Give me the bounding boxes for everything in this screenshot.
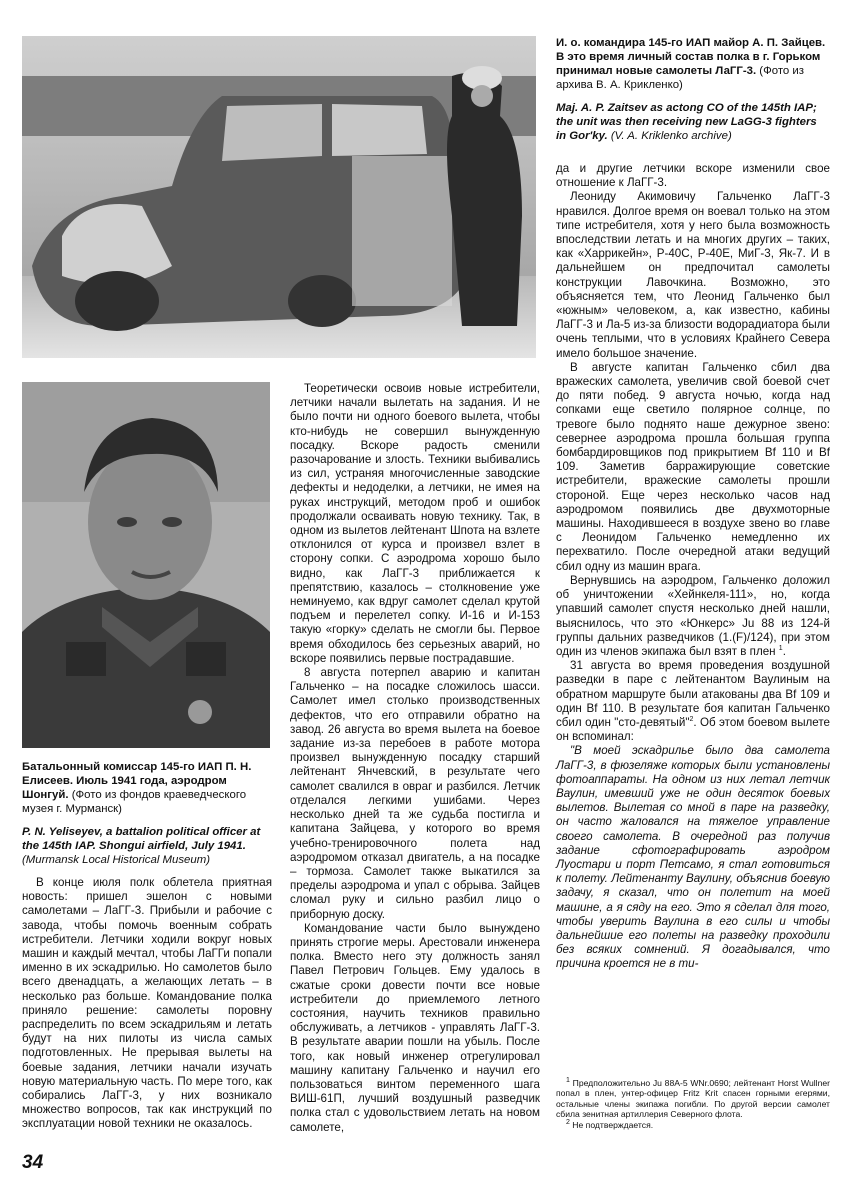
footnote-text: Не подтверждается.	[572, 1119, 654, 1130]
col3-quote: "В моей эскадрилье было два самолета ЛаГГ-3, в фюзеляже которых были установлены фотоаппараты. На одном из них летал летчик Ваулин, имевший уже не один десяток боевых вылетов. Вылетая со мной в паре на разведку, он часто жаловался на тяжелое управление своего самолета. В очередной раз получив задание сфотографировать аэродром Луостари и порт Петсамо, я стал готовиться к полету. Лейтенанту Ваулину, объяснив боевую задачу, я сказал, что он полетит на моей машине, а я сяду на его. Это я сделал для того, чтобы уверить Ваулина в его силы и чтобы дальнейшие его полеты на разведку проходили без всяких сомнений. Я догадывался, что причина кроется не в ти-	[556, 744, 830, 971]
col3-paragraph	[556, 659, 830, 744]
col3-paragraph: В августе капитан Гальченко сбил два вражеских самолета, увеличив свой боевой счет до пяти побед. 9 августа ночью, когда над сопками еще светило полярное солнце, по тревоге было поднято наше дежурное звено: севернее аэродрома прошла большая группа бомбардировщиков под прикрытием Bf 110 и Bf 109. Заметив барражирующие советские истребители, вражеские самолеты прошли стороной. Еще через несколько часов над аэродромом появились две двухмоторные машины. Находившееся в воздухе звено во главе с Леонидом Гальченко немедленно их перехватило. После очередной атаки ведущий сбил одну из машин врага.	[556, 360, 830, 573]
caption-left-ru-plain: (Фото из фондов краеведческого музея г. Мурманск)	[22, 789, 247, 815]
column-1-text	[22, 876, 272, 1132]
caption-top	[556, 36, 830, 143]
caption-top-ru-plain: (Фото из архива В. А. Крикленко)	[556, 65, 805, 91]
col2-paragraph: Теоретически освоив новые истребители, летчики начали вылетать на задания. И не было почти ни одного боевого вылета, чтобы кто-нибудь не совершил вынужденную посадку. Вскоре радость сменили разочарование и злость. Техники выбивались из сил, устраняя многочисленные заводские дефекты и недоделки, а летчики, не имея на руках инструкций, методом проб и ошибок продолжали осваивать новую технику. Так, в одном из вылетов лейтенант Шпота на взлете отклонился от курса и произвел взлет в сторону сопки. С аэродрома хорошо было видно, как ЛаГГ-3 приближается к препятствию, казалось – столкновение уже неминуемо, как вдруг самолет сделал крутой подъем и перелетел сопку. И-16 и И-153 такую «горку» сделать не смогли бы. Первое время обходилось без серьезных аварий, но вскоре появились первые пострадавшие.	[290, 382, 540, 665]
footnote-text: Предположительно Ju 88A-5 WNr.0690; лейтенант Horst Wullner попал в плен, унтер-офицер Fritz Krit спасен горными егерями, остальные члены экипажа погибли. По другой версии самолет сбила зенитная артиллерия Северного флота.	[556, 1078, 831, 1120]
footnote-2	[556, 1120, 830, 1130]
col3-paragraph-text: Вернувшись на аэродром, Гальченко доложил об уничтожении «Хейнкеля-111», но, когда упавший самолет спустя несколько дней нашли, выяснилось, что это «Юнкерс» Ju 88 из 124-й группы дальних разведчиков (1.(F)/124), при этом один из членов экипажа был взят в плен	[556, 573, 830, 658]
photo-car-image	[22, 36, 536, 358]
caption-top-en-bold: Maj. A. P. Zaitsev as actong CO of the 145th IAP; the unit was then receiving new LaGG-3 fighters in Gor'ky.	[556, 102, 817, 142]
col3-paragraph-text: . Об этом боевом вылете он вспоминал:	[556, 715, 830, 744]
col3-paragraph: Леониду Акимовичу Гальченко ЛаГГ-3 нравился. Долгое время он воевал только на этом типе истребителя, хотя у него была возможность впоследствии летать и на многих других – таких, как «Харрикейн», Р-40С, Р-40Е, МиГ-3, Як-7. И в дальнейшем он предпочитал самолеты конструкции Лавочкина. Возможно, это объясняется тем, что Леонид Гальченко был «южным» человеком, а, как известно, кабины ЛаГГ-3 и Ла-5 из-за близости водорадиатора были очень теплыми, что в условиях Крайнего Севера имело большое значение.	[556, 190, 830, 360]
photo-officer-with-car	[22, 36, 536, 358]
footnotes	[556, 1078, 830, 1130]
footnote-1	[556, 1078, 830, 1120]
column-3-text	[556, 162, 830, 972]
caption-left-en-plain: (Murmansk Local Historical Museum)	[22, 854, 210, 866]
col1-paragraph: В конце июля полк облетела приятная новость: пришел эшелон с новыми самолетами – ЛаГГ-3. Прибыли и рабочие с завода, чтобы помочь военным собрать истребители. Летчики ходили вокруг новых машин и каждый мечтал, чтобы ЛаГГи попали именно в их эскадрилью. Но самолетов было всего двенадцать, а желающих летать – в несколько раз больше. Командование полка приняло решение: самолеты поровну распределить по всем эскадрильям и летать будут на них пилоты из числа самых подготовленных. Не прерывая вылеты на боевые задания, летчики начали изучать новую материальную часть. По мере того, как собирались ЛаГГ-3, у них возникало множество вопросов, так как инструкций по эксплуатации новой техники не оказалось.	[22, 876, 272, 1131]
photo-portrait-image	[22, 382, 270, 748]
caption-left-en-bold: P. N. Yeliseyev, a battalion political officer at the 145th IAP. Shongui airfield, July 1941.	[22, 826, 261, 852]
col3-paragraph: Вернувшись на аэродром, Гальченко доложил об уничтожении «Хейнкеля-111», но, когда упавший самолет спустя несколько дней нашли, выяснилось, что это «Юнкерс» Ju 88 из 124-й группы дальних разведчиков (1.(F)/124), при этом один из членов экипажа был взят в плен $^1$.	[556, 573, 830, 658]
col3-paragraph-text: 31 августа во время проведения воздушной разведки в паре с лейтенантом Ваулиным на обратном маршруте были атакованы два Bf 109 и один Bf 110. В результате боя капитан Гальченко сбил один "сто-девятый"	[556, 659, 830, 729]
caption-top-en-plain: (V. A. Kriklenko archive)	[610, 130, 732, 142]
col3-paragraph: да и другие летчики вскоре изменили свое отношение к ЛаГГ-3.	[556, 162, 830, 190]
column-2-text	[290, 382, 540, 1135]
footnote-mark: 2	[566, 1118, 570, 1126]
page-number: 34	[22, 1152, 44, 1173]
col2-paragraph: 8 августа потерпел аварию и капитан Гальченко – на посадке сложилось шасси. Самолет имел столько производственных дефектов, что его отправили обратно на завод. 26 августа во время вылета на боевое задание из-за перебоев в работе мотора произвел вынужденную посадку старший лейтенант Янчевский, в результате чего самолет свалился в овраг и разбился. Летчик отделался легкими ушибами. Через несколько дней та же судьба постигла и капитана Зайцева, у которого во время учебно-тренировочного полета над аэродромом отказал двигатель, а на посадке – тормоза. Самолет также выкатился за пределы аэродрома и упал с обрыва. Зайцев сломал руку и сильно разбил лицо о приборную доску.	[290, 666, 540, 921]
caption-top-ru-bold: И. о. командира 145-го ИАП майор А. П. Зайцев. В это время личный состав полка в г. Горьком принимал новые самолеты ЛаГГ-3.	[556, 37, 826, 77]
footnote-mark: 2	[689, 716, 694, 724]
footnote-mark: 1	[566, 1077, 570, 1085]
caption-left-ru-bold: Батальонный комиссар 145-го ИАП П. Н. Елисеев. Июль 1941 года, аэродром Шонгуй.	[22, 761, 252, 801]
col2-paragraph: Командование части было вынуждено принять строгие меры. Арестовали инженера полка. Вместо него эту должность занял Павел Петрович Гольцев. Ему удалось в сжатые сроки довести почти все новые истребители до приемлемого летного состояния, научить техников правильно обслуживать, а летчиков - управлять ЛаГГ-3. В результате аварии пошли на убыль. После того, как новый инженер отрегулировал машину капитану Гальченко и научил его пользоваться винтом переменного шага ВИШ-61П, лучший воздушный разведчик полка стал с удовольствием летать на новом самолете,	[290, 921, 540, 1134]
caption-left	[22, 760, 272, 867]
photo-portrait-yeliseyev	[22, 382, 270, 748]
footnote-mark: 1	[778, 645, 783, 653]
